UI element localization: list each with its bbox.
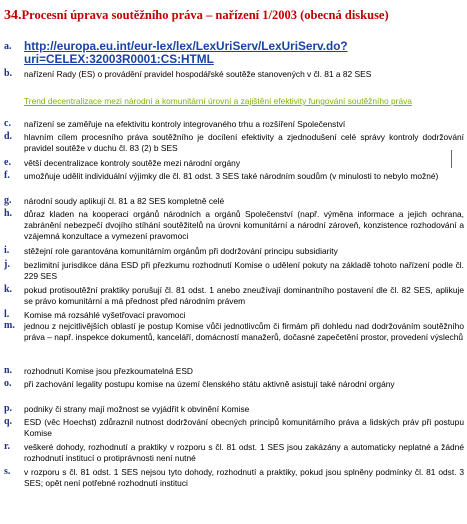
item-text-line: důraz kladen na kooperaci orgánů národních a orgánů Společenství (např. výměna informace a jejich ochrana, zabránění nebezpečí dvojího stíhání soutěžitelů na úrovni komunitární a národní zároveň, konzistence rozhodování a vzájemná konzultace a vymezení pravomoci: [24, 209, 464, 242]
item-text-line: podniky či strany mají možnost se vyjádřit k obvinění Komise: [24, 404, 250, 414]
text-cursor: [451, 150, 452, 168]
section-title: Procesní úprava soutěžního práva – nařízení 1/2003 (obecná diskuse): [21, 8, 389, 22]
item-text-line: při zachování legality postupu komise na území členského státu aktivně asistují také národní orgány: [24, 379, 395, 389]
item-marker: c.: [4, 118, 11, 129]
item-text: [24, 285, 464, 307]
item-text: [24, 196, 464, 207]
item-text-line: umožňuje udělit individuální výjimky dle čl. 81 odst. 3 SES také národním soudům (v minulosti to nebylo možné): [24, 171, 439, 181]
item-text: [24, 379, 464, 390]
source-link[interactable]: [24, 40, 464, 65]
item-marker: f.: [4, 170, 10, 181]
item-marker: b.: [4, 68, 13, 79]
item-text: [24, 417, 464, 439]
item-marker: s.: [4, 466, 11, 477]
item-text: [24, 209, 464, 243]
item-text-line: Komise má rozsáhlé vyšetřovací pravomoci: [24, 310, 186, 320]
item-text: [24, 321, 464, 343]
item-marker: a.: [4, 41, 12, 52]
item-marker: e.: [4, 157, 11, 168]
section-number: 34.: [4, 8, 22, 23]
item-text-line: národní soudy aplikují čl. 81 a 82 SES kompletně celé: [24, 196, 225, 206]
item-marker: l.: [4, 309, 10, 320]
item-text-line: rozhodnutí Komise jsou přezkoumatelná ESD: [24, 366, 193, 376]
item-text: [24, 442, 464, 464]
item-text-line: jednou z nejcitlivějších oblastí je postup Komise vůči jednotlivcům či firmám při dohledu nad dodržováním soutěžního práva – např. inspekce dokumentů, kanceláří, domácností manažerů, dočasné zapečetění prostor, provedení výslechů: [24, 321, 464, 343]
item-marker: d.: [4, 131, 13, 142]
item-text-line: větší decentralizace kontroly soutěže mezi národní orgány: [24, 158, 241, 168]
item-text: [24, 158, 464, 169]
item-text: [24, 310, 464, 321]
item-marker: i.: [4, 245, 10, 256]
item-marker: h.: [4, 208, 13, 219]
item-marker: n.: [4, 365, 13, 376]
item-text: [24, 132, 464, 154]
item-marker: o.: [4, 378, 12, 389]
subheading-note: [24, 96, 464, 107]
item-text-line: v rozporu s čl. 81 odst. 1 SES nejsou tyto dohody, rozhodnutí a praktiky, pokud jsou splněny podmínky čl. 81 odst. 3 SES; opět není potřebné rozhodnutí instituci: [24, 467, 464, 489]
item-marker: g.: [4, 195, 12, 206]
item-text-line: pokud protisoutěžní praktiky porušují čl. 81 odst. 1 anebo zneužívají dominantního postavení dle čl. 82 SES, aplikuje se právo komunitární a má přednost před národním právem: [24, 285, 464, 307]
item-text-line: bezlimitní jurisdikce dána ESD při přezkumu rozhodnutí Komise o udělení pokuty na základě tohoto nařízení podle čl. 229 SES: [24, 260, 464, 282]
item-text-line: stěžejní role garantována komunitárním orgánům při dodržování principu subsidiarity: [24, 246, 338, 256]
item-text-line: http://europa.eu.int/eur-lex/lex/LexUriServ/LexUriServ.do?: [24, 39, 348, 53]
item-text-line: veškeré dohody, rozhodnutí a praktiky v rozporu s čl. 81 odst. 1 SES jsou zakázány a automaticky neplatné a žádné rozhodnutí institucí o protiprávnosti není nutné: [24, 442, 464, 464]
item-marker: q.: [4, 416, 13, 427]
item-text: [24, 366, 464, 377]
item-text: [24, 119, 464, 130]
item-text-line: Trend decentralizace mezi národní a komunitární úrovní a zajištění efektivity fungování soutěžního práva: [24, 96, 412, 106]
item-text: [24, 171, 464, 182]
item-marker: k.: [4, 284, 13, 295]
item-text-line: nařízení Rady (ES) o provádění pravidel hospodářské soutěže stanovených v čl. 81 a 82 SES: [24, 69, 372, 79]
item-text: [24, 467, 464, 489]
item-text: [24, 246, 464, 257]
item-text: [24, 69, 464, 80]
item-marker: r.: [4, 441, 11, 452]
item-text: [24, 404, 464, 415]
item-marker: p.: [4, 403, 13, 414]
item-text: [24, 260, 464, 282]
item-text-line: uri=CELEX:32003R0001:CS:HTML: [24, 51, 214, 66]
item-marker: m.: [4, 320, 15, 331]
item-text-line: ESD (věc Hoechst) zdůraznil nutnost dodržování obecných principů komunitárního práva a lidských práv při postupu Komise: [24, 417, 464, 439]
item-marker: j.: [4, 259, 10, 270]
item-text-line: hlavním cílem procesního práva soutěžního je docílení efektivity a zjednodušení celé správy kontroly dodržování pravidel soutěže v duchu čl. 83 (2) b SES: [24, 132, 464, 154]
item-text-line: nařízení se zaměřuje na efektivitu kontroly integrovaného trhu a rozšíření Společenství: [24, 119, 346, 129]
section-heading: [4, 8, 464, 24]
